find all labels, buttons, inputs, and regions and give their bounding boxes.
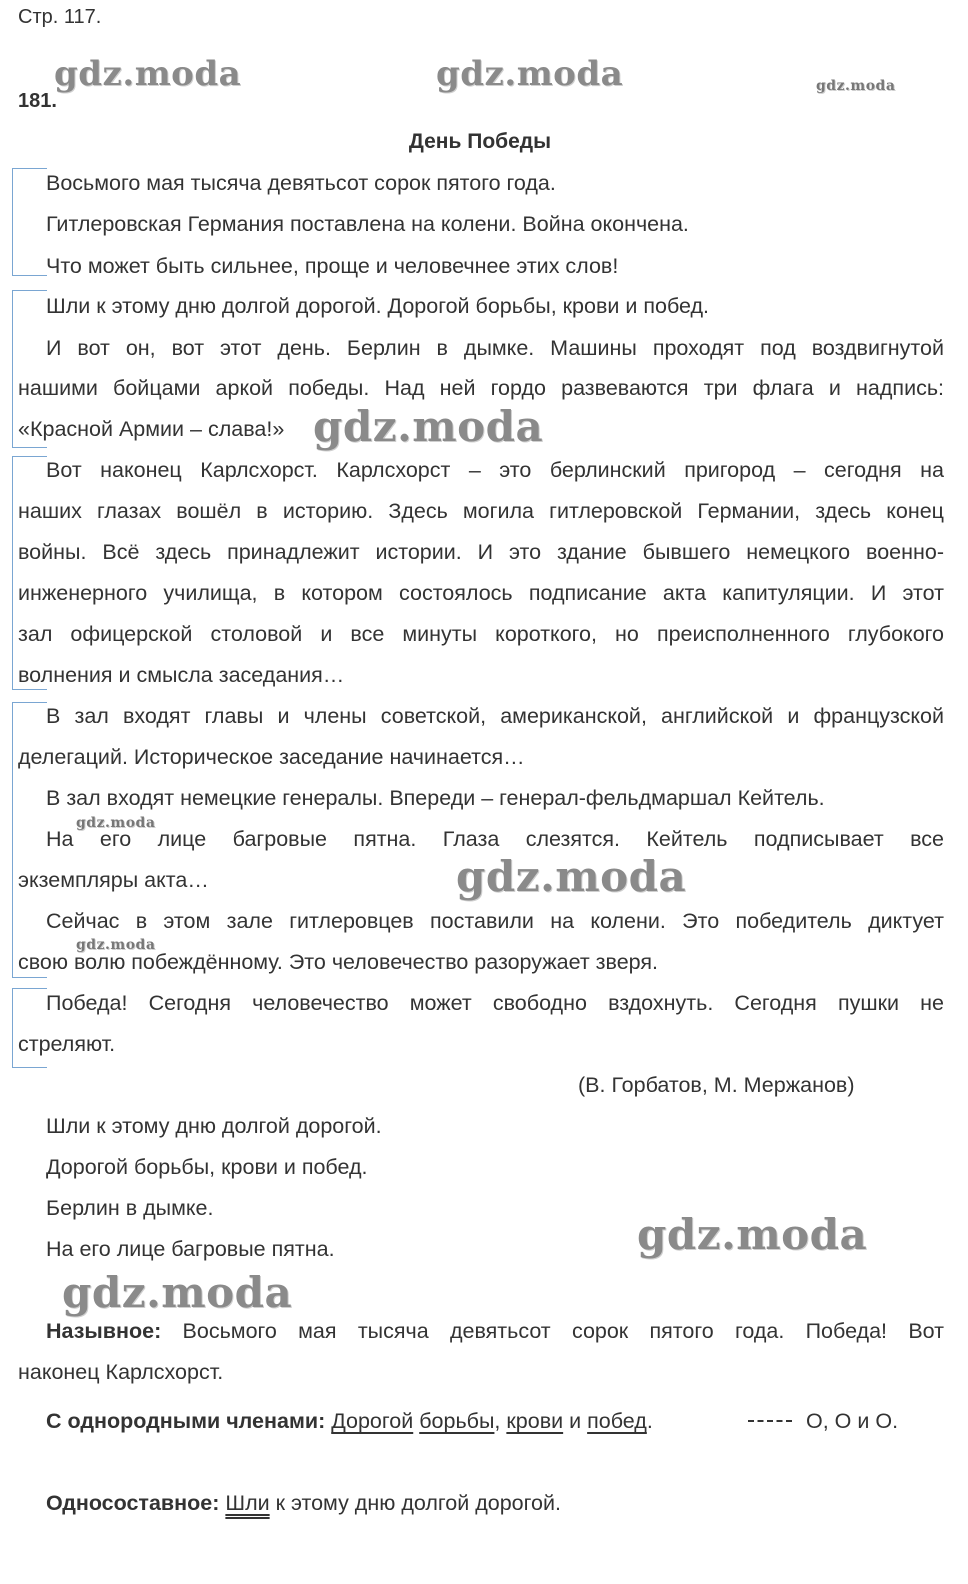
text-title: День Победы [408,130,552,153]
text-line: Что может быть сильнее, проще и человечнее этих слов! [46,254,619,278]
conjunction: и [569,1409,582,1433]
paragraph-bracket [12,456,47,690]
watermark-logo: gdz.moda [62,1268,293,1317]
text-line: Вот наконец Карлсхорст. Карлсхорст – это берлинский пригород – сегодня на [46,458,944,482]
text-line: И вот он, вот этот день. Берлин в дымке. Машины проходят под воздвигнутой [46,336,944,360]
exercise-number: 181. [18,90,57,112]
text-line: «Красной Армии – слава!» [18,417,285,441]
homogeneous-word: побед [587,1409,647,1433]
page-number: Стр. 117. [18,6,102,28]
text-line: свою волю побеждённому. Это человечество разоружает зверя. [18,950,658,974]
homogeneous-word: борьбы [419,1409,495,1433]
example-sentence: Дорогой борьбы, крови и побед. [46,1155,368,1179]
homogeneous-word: Дорогой [331,1409,414,1433]
answer-onepart [46,1488,561,1518]
text-line: экземпляры акта… [18,868,209,892]
watermark-logo: gdz.moda [313,402,544,451]
homogeneous-scheme: О, О и О. [806,1409,899,1433]
text-line: делегаций. Историческое заседание начинается… [18,745,525,769]
answer-label: Односоставное: [46,1491,220,1515]
answer-label: Назывное: [46,1319,162,1343]
answer-text: к этому дню долгой дорогой. [269,1491,561,1515]
paragraph-bracket [12,168,47,276]
watermark-logo: gdz.moda [436,54,624,94]
text-line: зал офицерской столовой и все минуты короткого, но преисполненного глубокого [18,622,944,646]
text-line: Восьмого мая тысяча девятьсот сорок пятого года. [46,171,556,195]
watermark-logo: gdz.moda [816,78,896,94]
text-line: наших глазах вошёл в историю. Здесь могила гитлеровской Германии, здесь конец [18,499,944,523]
text-line: волнения и смысла заседания… [18,663,345,687]
watermark-logo: gdz.moda [54,54,242,94]
example-sentence: На его лице багровые пятна. [46,1237,335,1261]
answer-text: наконец Карлсхорст. [18,1360,224,1384]
text-line: Гитлеровская Германия поставлена на колени. Война окончена. [46,212,689,236]
text-line: В зал входят немецкие генералы. Впереди – генерал-фельдмаршал Кейтель. [46,786,825,810]
answer-homogeneous: С однородными членами: Дорогой борьбы, крови и побед. [46,1409,653,1433]
text-line: Шли к этому дню долгой дорогой. Дорогой борьбы, крови и побед. [46,294,710,318]
text-line: войны. Всё здесь принадлежит истории. И это здание бывшего немецкого военно- [18,540,944,564]
watermark-logo: gdz.moda [76,815,156,831]
example-sentence: Шли к этому дню долгой дорогой. [46,1114,382,1138]
text-line: В зал входят главы и члены советской, американской, английской и французской [46,704,944,728]
watermark-logo: gdz.moda [76,937,156,953]
text-line: стреляют. [18,1032,116,1056]
homogeneous-word: крови [506,1409,564,1433]
answer-nominative [46,1316,944,1346]
text-line: Победа! Сегодня человечество может свободно вздохнуть. Сегодня пушки не [46,991,944,1015]
answer-label: С однородными членами: [46,1409,326,1433]
author-attribution: (В. Горбатов, М. Мержанов) [578,1073,855,1097]
example-sentence: Берлин в дымке. [46,1196,214,1220]
text-line: инженерного училища, в котором состоялось подписание акта капитуляции. И этот [18,581,944,605]
answer-text: Восьмого мая тысяча девятьсот сорок пятого года. Победа! Вот [182,1319,944,1343]
text-line: нашими бойцами аркой победы. Над ней гордо развеваются три флага и надпись: [18,376,944,400]
text-line: На его лице багровые пятна. Глаза слезятся. Кейтель подписывает все [46,827,944,851]
watermark-logo: gdz.moda [456,852,687,901]
watermark-logo: gdz.moda [637,1210,868,1259]
predicate-word: Шли [225,1491,270,1515]
scheme-underline-mark [748,1420,792,1422]
text-line: Сейчас в этом зале гитлеровцев поставили на колени. Это победитель диктует [46,909,944,933]
